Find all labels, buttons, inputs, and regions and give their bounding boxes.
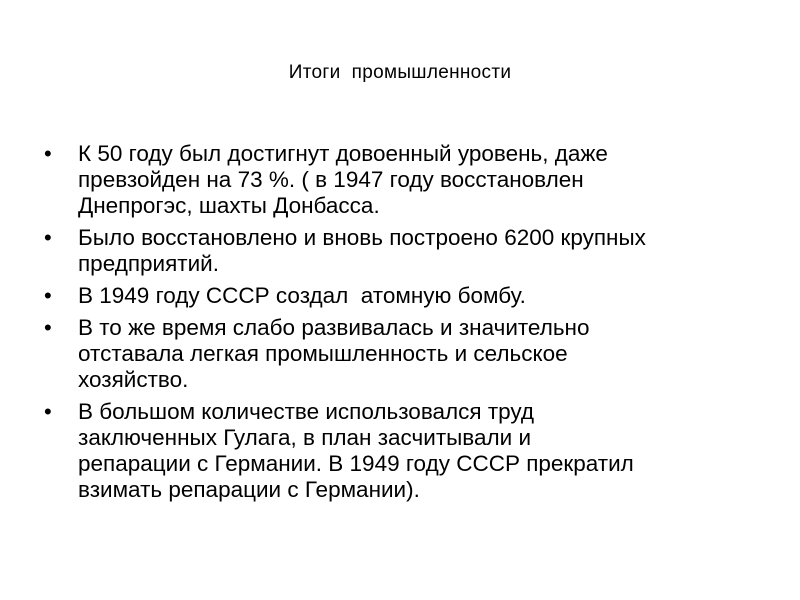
bullet-line: К 50 году был достигнут довоенный уровень, даже bbox=[78, 141, 608, 166]
bullet-line: Днепрогэс, шахты Донбасса. bbox=[78, 193, 380, 218]
bullet-dot-icon: • bbox=[44, 283, 52, 308]
slide-title: Итоги промышленности bbox=[288, 62, 512, 83]
bullet-item bbox=[44, 141, 764, 219]
bullet-dot-icon: • bbox=[44, 315, 52, 340]
bullet-line: превзойден на 73 %. ( в 1947 году восстановлен bbox=[78, 167, 584, 192]
bullet-line: предприятий. bbox=[78, 251, 219, 276]
bullet-line: В большом количестве использовался труд bbox=[78, 399, 535, 424]
bullet-line: хозяйство. bbox=[78, 367, 189, 392]
bullet-text bbox=[78, 225, 764, 277]
bullet-line: отставала легкая промышленность и сельское bbox=[78, 341, 568, 366]
bullet-item bbox=[44, 315, 764, 393]
bullet-dot-icon: • bbox=[44, 141, 52, 166]
bullet-line: В 1949 году СССР создал атомную бомбу. bbox=[78, 283, 526, 308]
bullet-item bbox=[44, 225, 764, 277]
bullet-item bbox=[44, 283, 764, 309]
bullet-list bbox=[44, 141, 764, 509]
bullet-line: Было восстановлено и вновь построено 6200 крупных bbox=[78, 225, 646, 250]
bullet-text bbox=[78, 399, 764, 503]
bullet-line: репарации с Германии. В 1949 году СССР прекратил bbox=[78, 451, 634, 476]
bullet-text bbox=[78, 315, 764, 393]
bullet-dot-icon: • bbox=[44, 225, 52, 250]
bullet-line: В то же время слабо развивалась и значительно bbox=[78, 315, 590, 340]
bullet-item bbox=[44, 399, 764, 503]
bullet-text bbox=[78, 283, 764, 309]
bullet-text bbox=[78, 141, 764, 219]
bullet-line: взимать репарации с Германии). bbox=[78, 477, 420, 502]
bullet-dot-icon: • bbox=[44, 399, 52, 424]
bullet-line: заключенных Гулага, в план засчитывали и bbox=[78, 425, 532, 450]
